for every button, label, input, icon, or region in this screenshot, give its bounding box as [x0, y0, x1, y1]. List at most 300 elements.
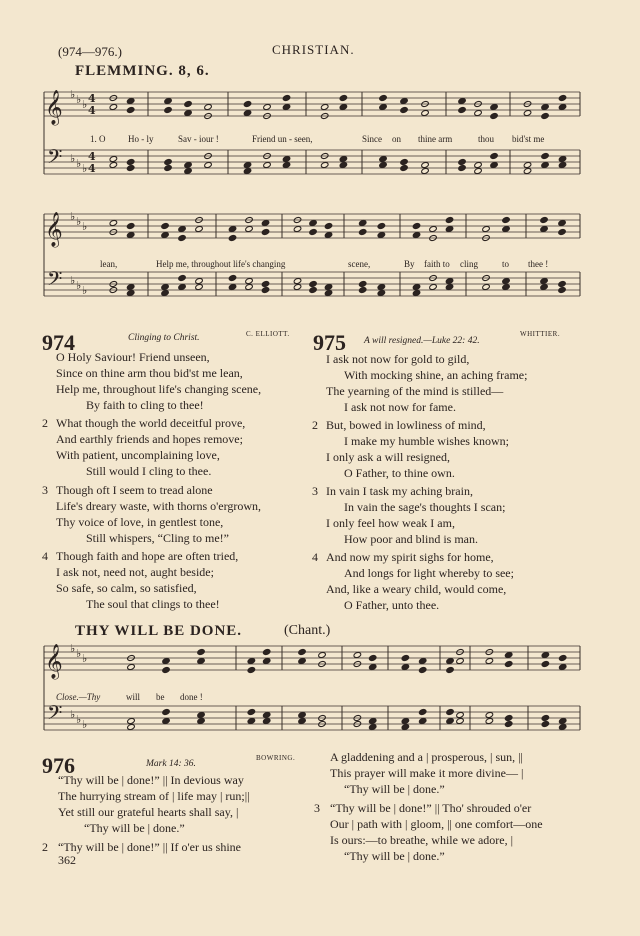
note-head [446, 658, 454, 665]
note-head [298, 658, 306, 665]
note-head [358, 281, 366, 288]
clef-symbol: 𝄞 [45, 644, 63, 679]
note-head [490, 153, 498, 160]
note-head [204, 104, 212, 111]
note-head [418, 718, 426, 725]
chant-verse-line: The hurrying stream of | life may | run;|| [58, 789, 250, 803]
verse-line: The soul that clings to thee! [86, 597, 220, 611]
note-head [558, 718, 566, 725]
note-head [558, 220, 566, 227]
lyric-word: thou [478, 134, 495, 144]
clef-symbol: 𝄢 [47, 145, 63, 173]
note-head [541, 153, 549, 160]
note-head [540, 278, 548, 285]
note-head [368, 724, 376, 731]
note-head [558, 162, 566, 169]
chant-verse-line: Is ours:—to breathe, while we adore, | [330, 833, 514, 847]
lyric-word: scene, [348, 259, 371, 269]
note-head [197, 649, 205, 656]
clef-symbol: ♭ [82, 98, 88, 111]
note-head [541, 113, 549, 120]
lyric-word: Since [362, 134, 382, 144]
note-head [184, 101, 192, 108]
clef-symbol: ♭ [82, 284, 88, 297]
note-head [541, 721, 549, 728]
note-head [482, 226, 490, 233]
note-head [400, 107, 408, 114]
hymn-subtitle: A will resigned.—Luke 22: 42. [364, 336, 480, 346]
clef-symbol: ♭ [76, 93, 82, 106]
note-head [523, 162, 531, 169]
note-head [379, 162, 387, 169]
note-head [247, 718, 255, 725]
note-head [245, 284, 253, 291]
note-head [318, 652, 326, 659]
note-head [245, 226, 253, 233]
note-head [243, 110, 251, 117]
verse-line: With patient, uncomplaining love, [56, 448, 220, 462]
verse-line: What though the world deceitful prove, [56, 416, 246, 430]
note-head [358, 229, 366, 236]
note-head [228, 284, 236, 291]
note-head [262, 649, 270, 656]
verse-line: Thy voice of love, in gentlest tone, [56, 515, 224, 529]
verse-line: And now my spirit sighs for home, [326, 550, 494, 564]
note-head [418, 709, 426, 716]
note-head [197, 658, 205, 665]
section-title: CHRISTIAN. [272, 42, 355, 57]
verse-line: By faith to cling to thee! [86, 398, 204, 412]
note-head [377, 290, 385, 297]
note-head [127, 664, 135, 671]
lyric-word: cling [460, 259, 478, 269]
clef-symbol: ♭ [76, 215, 82, 228]
clef-symbol: 𝄢 [47, 267, 63, 295]
note-head [446, 718, 454, 725]
lyric-word: done ! [180, 692, 203, 702]
verse-line: I ask not now for fame. [344, 400, 456, 414]
note-head [412, 232, 420, 239]
note-head [558, 156, 566, 163]
note-head [164, 159, 172, 166]
verse-line: In vain the sage's thoughts I scan; [344, 500, 506, 514]
note-head [184, 110, 192, 117]
chant-verse-line: Our | path with | gloom, || one comfort—one [330, 817, 543, 831]
note-head [502, 284, 510, 291]
note-head [109, 220, 117, 227]
note-head [377, 232, 385, 239]
note-head [178, 226, 186, 233]
verse-line: I ask not now for gold to gild, [326, 352, 470, 366]
note-head [261, 229, 269, 236]
note-head [377, 223, 385, 230]
chant-close-label: Close.—Thy [56, 692, 101, 702]
note-head [456, 718, 464, 725]
note-head [368, 655, 376, 662]
note-head [401, 655, 409, 662]
hymn-number: 974 [42, 330, 75, 355]
note-head [161, 232, 169, 239]
note-head [421, 162, 429, 169]
note-head [282, 162, 290, 169]
note-head [429, 284, 437, 291]
lyric-word: 1. O [90, 134, 106, 144]
note-head [418, 667, 426, 674]
note-head [197, 712, 205, 719]
clef-symbol: ♭ [76, 647, 82, 660]
verse-line: So safe, so calm, so satisfied, [56, 581, 197, 595]
note-head [164, 107, 172, 114]
note-head [482, 284, 490, 291]
note-head [558, 95, 566, 102]
verse-line: And, like a weary child, would come, [326, 582, 507, 596]
hymn-subtitle: Mark 14: 36. [146, 759, 196, 769]
note-head [195, 278, 203, 285]
note-head [324, 284, 332, 291]
note-head [247, 709, 255, 716]
note-head [197, 718, 205, 725]
chant-verse-line: “Thy will be | done!” || If o'er us shine [58, 840, 241, 854]
note-head [161, 223, 169, 230]
stanza-number: 2 [42, 416, 48, 430]
lyric-word: faith to [424, 259, 450, 269]
lyric-word: to [502, 259, 510, 269]
stanza-number: 2 [42, 840, 48, 854]
note-head [162, 658, 170, 665]
clef-symbol: 𝄞 [45, 90, 63, 125]
note-head [164, 165, 172, 172]
note-head [490, 113, 498, 120]
note-head [541, 715, 549, 722]
note-head [339, 95, 347, 102]
verse-line: Since on thine arm thou bid'st me lean, [56, 366, 243, 380]
note-head [261, 281, 269, 288]
page-number: 362 [58, 853, 76, 867]
chant-verse-line: “Thy will be | done.” [344, 782, 445, 796]
note-head [353, 652, 361, 659]
note-head [298, 718, 306, 725]
lyric-word: thine arm [418, 134, 453, 144]
note-head [245, 278, 253, 285]
verse-line: The yearning of the mind is stilled— [326, 384, 504, 398]
note-head [540, 217, 548, 224]
note-head [262, 712, 270, 719]
clef-symbol: ♭ [76, 713, 82, 726]
tune-meter: 8, 6. [178, 63, 210, 79]
verse-line: And longs for light whereby to see; [344, 566, 514, 580]
note-head [293, 278, 301, 285]
note-head [485, 712, 493, 719]
verse-line: O Father, to thine own. [344, 466, 455, 480]
note-head [126, 159, 134, 166]
note-head [523, 110, 531, 117]
note-head [324, 232, 332, 239]
clef-symbol: ♭ [82, 652, 88, 665]
note-head [379, 104, 387, 111]
chant-verse-line: “Thy will be | done.” [344, 849, 445, 863]
note-head [320, 162, 328, 169]
hymn-range: (974—976.) [58, 44, 122, 59]
clef-symbol: ♭ [70, 88, 76, 101]
tune-name: FLEMMING. [75, 63, 174, 79]
note-head [262, 658, 270, 665]
verse-line: Still whispers, “Cling to me!” [86, 531, 229, 545]
verse-line: And earthly friends and hopes remove; [56, 432, 243, 446]
lyric-word: Sav - iour ! [178, 134, 219, 144]
time-signature-digit: 4 [88, 150, 96, 163]
verse-line: O Father, unto thee. [344, 598, 440, 612]
stanza-number: 3 [314, 801, 320, 815]
note-head [228, 226, 236, 233]
note-head [162, 667, 170, 674]
note-head [126, 165, 134, 172]
note-head [184, 168, 192, 175]
note-head [309, 287, 317, 294]
note-head [504, 721, 512, 728]
note-head [540, 284, 548, 291]
note-head [126, 284, 134, 291]
note-head [309, 220, 317, 227]
clef-symbol: ♭ [70, 210, 76, 223]
note-head [204, 162, 212, 169]
note-head [558, 104, 566, 111]
stanza-number: 2 [312, 418, 318, 432]
note-head [558, 655, 566, 662]
note-head [126, 107, 134, 114]
note-head [109, 162, 117, 169]
hymn-author: BOWRING. [256, 754, 296, 762]
note-head [293, 284, 301, 291]
lyric-word: thee ! [528, 259, 549, 269]
time-signature-digit: 4 [88, 92, 96, 105]
hymn-author: C. ELLIOTT. [246, 330, 290, 338]
note-head [298, 649, 306, 656]
clef-symbol: ♭ [82, 220, 88, 233]
note-head [458, 98, 466, 105]
note-head [261, 287, 269, 294]
note-head [412, 223, 420, 230]
note-head [358, 287, 366, 294]
note-head [401, 664, 409, 671]
note-head [401, 718, 409, 725]
note-head [490, 162, 498, 169]
note-head [379, 156, 387, 163]
note-head [541, 162, 549, 169]
note-head [324, 290, 332, 297]
note-head [502, 278, 510, 285]
chant-title: THY WILL BE DONE. [75, 623, 243, 639]
note-head [324, 223, 332, 230]
verse-line: I ask not, need not, aught beside; [56, 565, 214, 579]
verse-line: I only ask a will resigned, [326, 450, 450, 464]
note-head [127, 718, 135, 725]
note-head [262, 718, 270, 725]
chant-verse-line: This prayer will make it more divine— | [330, 766, 524, 780]
clef-symbol: ♭ [76, 157, 82, 170]
note-head [456, 658, 464, 665]
stanza-number: 3 [42, 483, 48, 497]
note-head [126, 290, 134, 297]
note-head [377, 284, 385, 291]
hymn-subtitle: Clinging to Christ. [128, 333, 200, 343]
note-head [400, 165, 408, 172]
note-head [162, 718, 170, 725]
note-head [320, 104, 328, 111]
verse-line: Life's dreary waste, with thorns o'ergrown, [56, 499, 262, 513]
time-signature-digit: 4 [88, 162, 96, 175]
note-head [401, 724, 409, 731]
note-head [126, 223, 134, 230]
note-head [263, 104, 271, 111]
verse-line: Though oft I seem to tread alone [56, 483, 213, 497]
clef-symbol: 𝄢 [47, 701, 63, 729]
lyric-word: By [404, 259, 415, 269]
note-head [474, 168, 482, 175]
chant-verse-line: “Thy will be | done!” || Tho' shrouded o'er [330, 801, 532, 815]
verse-line: But, bowed in lowliness of mind, [326, 418, 486, 432]
note-head [421, 168, 429, 175]
note-head [339, 162, 347, 169]
note-head [558, 724, 566, 731]
clef-symbol: ♭ [70, 708, 76, 721]
verse-line: How poor and blind is man. [344, 532, 478, 546]
note-head [127, 724, 135, 731]
note-head [379, 95, 387, 102]
note-head [261, 220, 269, 227]
verse-line: In vain I task my aching brain, [326, 484, 473, 498]
note-head [445, 226, 453, 233]
note-head [458, 107, 466, 114]
note-head [485, 658, 493, 665]
note-head [485, 718, 493, 725]
chant-verse-line: “Thy will be | done!” || In devious way [58, 773, 244, 787]
note-head [126, 98, 134, 105]
note-head [541, 661, 549, 668]
stanza-number: 4 [312, 550, 318, 564]
note-head [184, 162, 192, 169]
note-head [490, 104, 498, 111]
stanza-number: 3 [312, 484, 318, 498]
note-head [109, 104, 117, 111]
note-head [502, 217, 510, 224]
note-head [178, 284, 186, 291]
note-head [178, 275, 186, 282]
note-head [558, 287, 566, 294]
lyric-word: will [126, 692, 141, 702]
note-head [161, 290, 169, 297]
hymn-number: 976 [42, 753, 75, 778]
note-head [458, 159, 466, 166]
note-head [293, 226, 301, 233]
note-head [339, 104, 347, 111]
note-head [195, 284, 203, 291]
hymn-author: WHITTIER. [520, 330, 561, 338]
note-head [474, 110, 482, 117]
note-head [243, 168, 251, 175]
note-head [458, 165, 466, 172]
note-head [445, 284, 453, 291]
chant-verse-line: “Thy will be | done.” [84, 821, 185, 835]
note-head [126, 232, 134, 239]
time-signature-digit: 4 [88, 104, 96, 117]
note-head [445, 217, 453, 224]
note-head [445, 278, 453, 285]
lyric-word: Friend un - seen, [252, 134, 313, 144]
note-head [540, 226, 548, 233]
note-head [178, 235, 186, 242]
note-head [298, 712, 306, 719]
note-head [243, 101, 251, 108]
verse-line: Still would I cling to thee. [86, 464, 212, 478]
verse-line: Help me, throughout life's changing scene, [56, 382, 262, 396]
note-head [523, 168, 531, 175]
clef-symbol: 𝄞 [45, 212, 63, 247]
chant-verse-line: Yet still our grateful hearts shall say, | [58, 805, 239, 819]
note-head [368, 718, 376, 725]
note-head [282, 95, 290, 102]
note-head [456, 712, 464, 719]
note-head [541, 652, 549, 659]
clef-symbol: ♭ [70, 274, 76, 287]
note-head [162, 709, 170, 716]
note-head [400, 159, 408, 166]
clef-symbol: ♭ [76, 279, 82, 292]
note-head [368, 664, 376, 671]
note-head [421, 110, 429, 117]
note-head [164, 98, 172, 105]
note-head [412, 290, 420, 297]
clef-symbol: ♭ [70, 152, 76, 165]
note-head [161, 284, 169, 291]
stanza-number: 4 [42, 549, 48, 563]
chant-verse-line: A gladdening and a | prosperous, | sun, || [330, 750, 523, 764]
verse-line: O Holy Saviour! Friend unseen, [56, 350, 210, 364]
note-head [446, 667, 454, 674]
note-head [358, 220, 366, 227]
hymn-number: 975 [313, 330, 346, 355]
note-head [247, 658, 255, 665]
note-head [400, 98, 408, 105]
note-head [446, 709, 454, 716]
note-head [263, 162, 271, 169]
note-head [282, 104, 290, 111]
lyric-word: bid'st me [512, 134, 545, 144]
note-head [282, 156, 290, 163]
lyric-word: Ho - ly [128, 134, 154, 144]
note-head [474, 162, 482, 169]
note-head [558, 229, 566, 236]
note-head [504, 652, 512, 659]
note-head [429, 226, 437, 233]
lyric-word: be [156, 692, 165, 702]
note-head [109, 156, 117, 163]
note-head [228, 275, 236, 282]
note-head [558, 664, 566, 671]
note-head [247, 667, 255, 674]
note-head [228, 235, 236, 242]
lyric-word: lean, [100, 259, 118, 269]
verse-line: With mocking shine, an aching frame; [344, 368, 528, 382]
note-head [504, 715, 512, 722]
note-head [309, 281, 317, 288]
note-head [339, 156, 347, 163]
note-head [558, 281, 566, 288]
chant-kind: (Chant.) [284, 623, 331, 638]
note-head [195, 226, 203, 233]
lyric-word: Help me, throughout life's changing [156, 259, 286, 269]
note-head [243, 162, 251, 169]
clef-symbol: ♭ [82, 718, 88, 731]
